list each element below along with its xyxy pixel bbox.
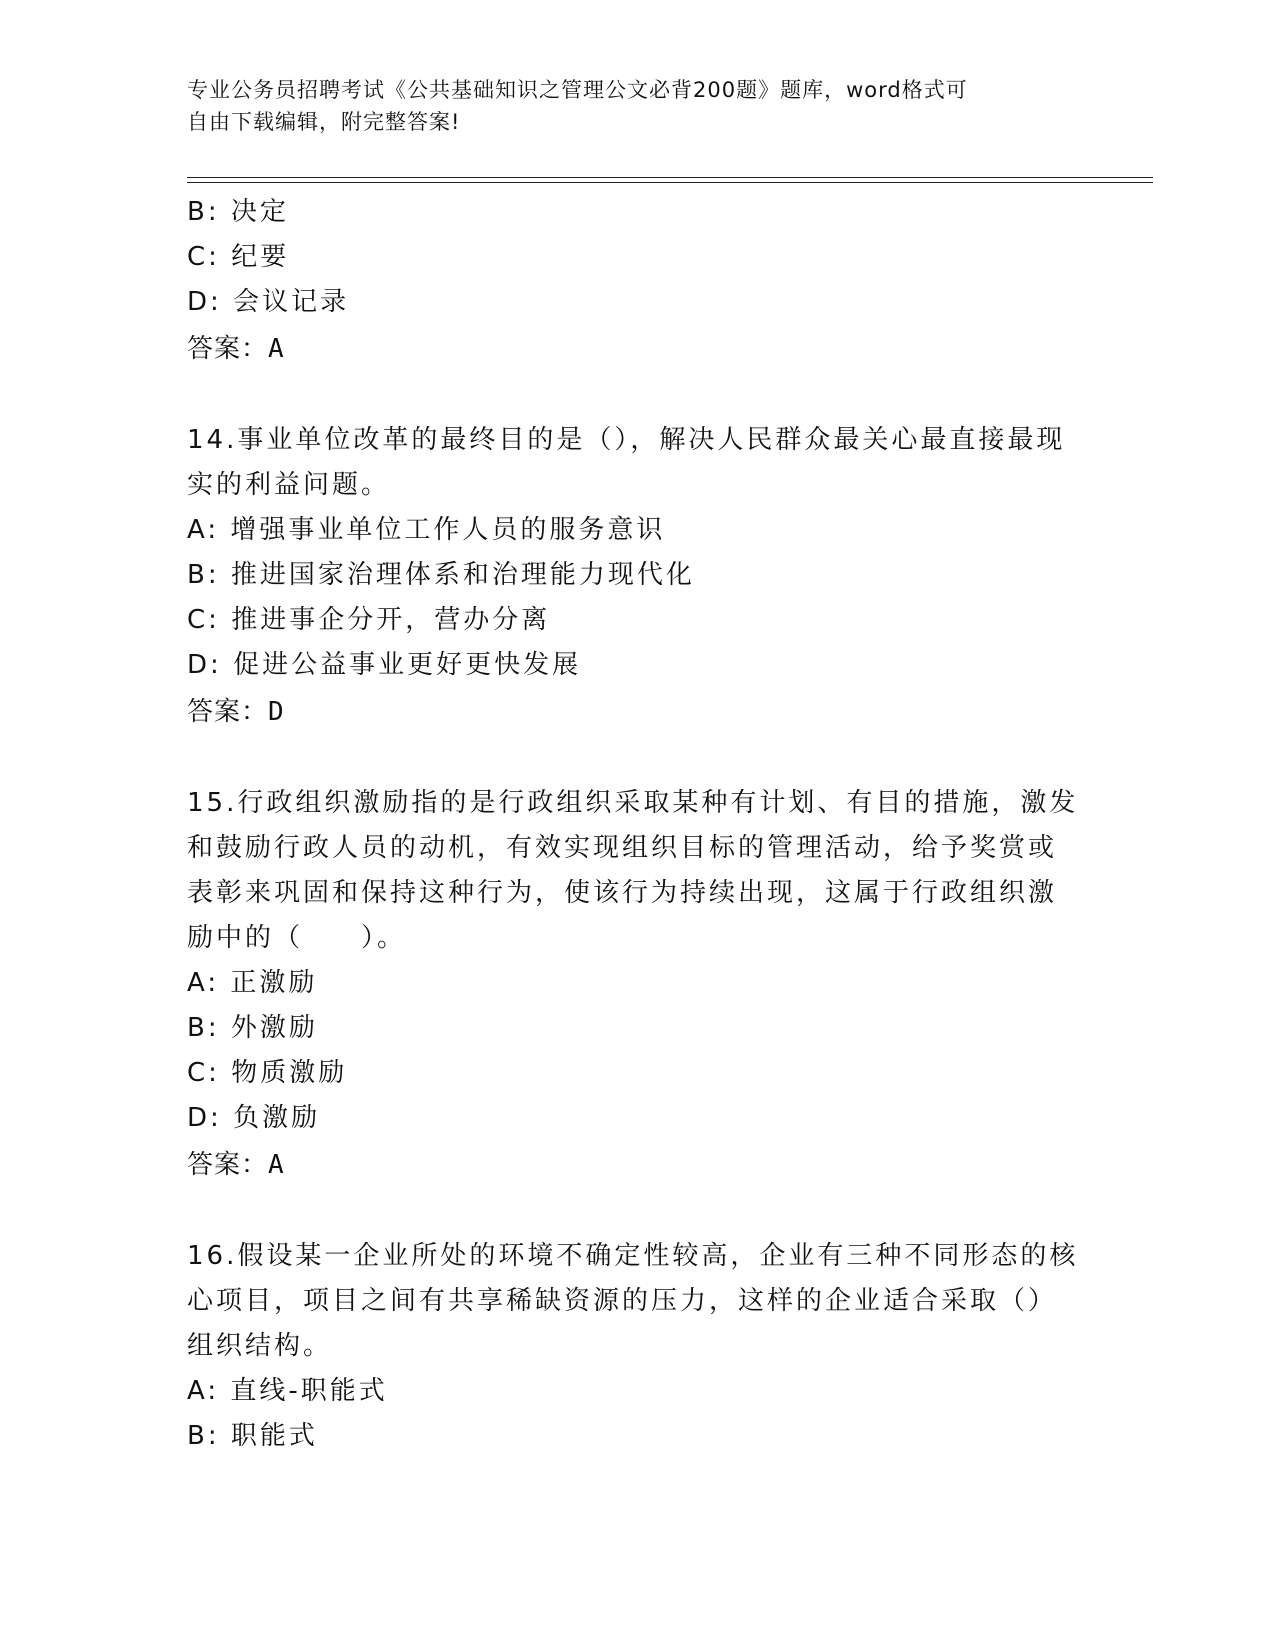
question-stem-line: 14.事业单位改革的最终目的是（），解决人民群众最关心最直接最现 [187, 425, 1066, 455]
question-stem-line: 15.行政组织激励指的是行政组织采取某种有计划、有目的措施，激发 [187, 788, 1079, 818]
option-a: A: 正激励 [187, 968, 318, 998]
question-13-tail [187, 190, 1077, 372]
option-b: B: 推进国家治理体系和治理能力现代化 [187, 560, 695, 590]
answer: 答案：A [187, 333, 285, 364]
option-c: C: 推进事企分开，营办分离 [187, 605, 551, 635]
document-header [187, 74, 1067, 138]
option-d: D: 会议记录 [187, 287, 350, 317]
answer: 答案：D [187, 696, 285, 727]
option-b: B: 职能式 [187, 1421, 318, 1451]
option-c: C: 物质激励 [187, 1058, 348, 1088]
question-list [187, 190, 1077, 1459]
question-stem-line: 组织结构。 [187, 1331, 333, 1361]
header-rule-top [187, 177, 1153, 178]
header-line-2: 自由下载编辑，附完整答案! [187, 110, 461, 134]
option-d: D: 负激励 [187, 1103, 321, 1133]
option-d: D: 促进公益事业更好更快发展 [187, 650, 582, 680]
question-14 [187, 418, 1077, 735]
option-c: C: 纪要 [187, 242, 290, 272]
question-stem-line: 实的利益问题。 [187, 470, 391, 500]
question-16 [187, 1234, 1077, 1459]
option-a: A: 增强事业单位工作人员的服务意识 [187, 515, 666, 545]
option-a: A: 直线-职能式 [187, 1376, 388, 1406]
answer: 答案：A [187, 1149, 285, 1180]
question-15 [187, 781, 1077, 1188]
option-b: B: 决定 [187, 197, 289, 227]
option-b: B: 外激励 [187, 1013, 318, 1043]
question-stem-line: 和鼓励行政人员的动机，有效实现组织目标的管理活动，给予奖赏或 [187, 833, 1058, 863]
header-rule-bottom [187, 182, 1153, 183]
question-stem-line: 励中的（ ）。 [187, 923, 407, 953]
header-line-1: 专业公务员招聘考试《公共基础知识之管理公文必背200题》题库，word格式可 [187, 78, 968, 102]
question-stem-line: 心项目，项目之间有共享稀缺资源的压力，这样的企业适合采取（） [187, 1286, 1058, 1316]
question-stem-line: 表彰来巩固和保持这种行为，使该行为持续出现，这属于行政组织激 [187, 878, 1058, 908]
question-stem-line: 16.假设某一企业所处的环境不确定性较高，企业有三种不同形态的核 [187, 1241, 1079, 1271]
